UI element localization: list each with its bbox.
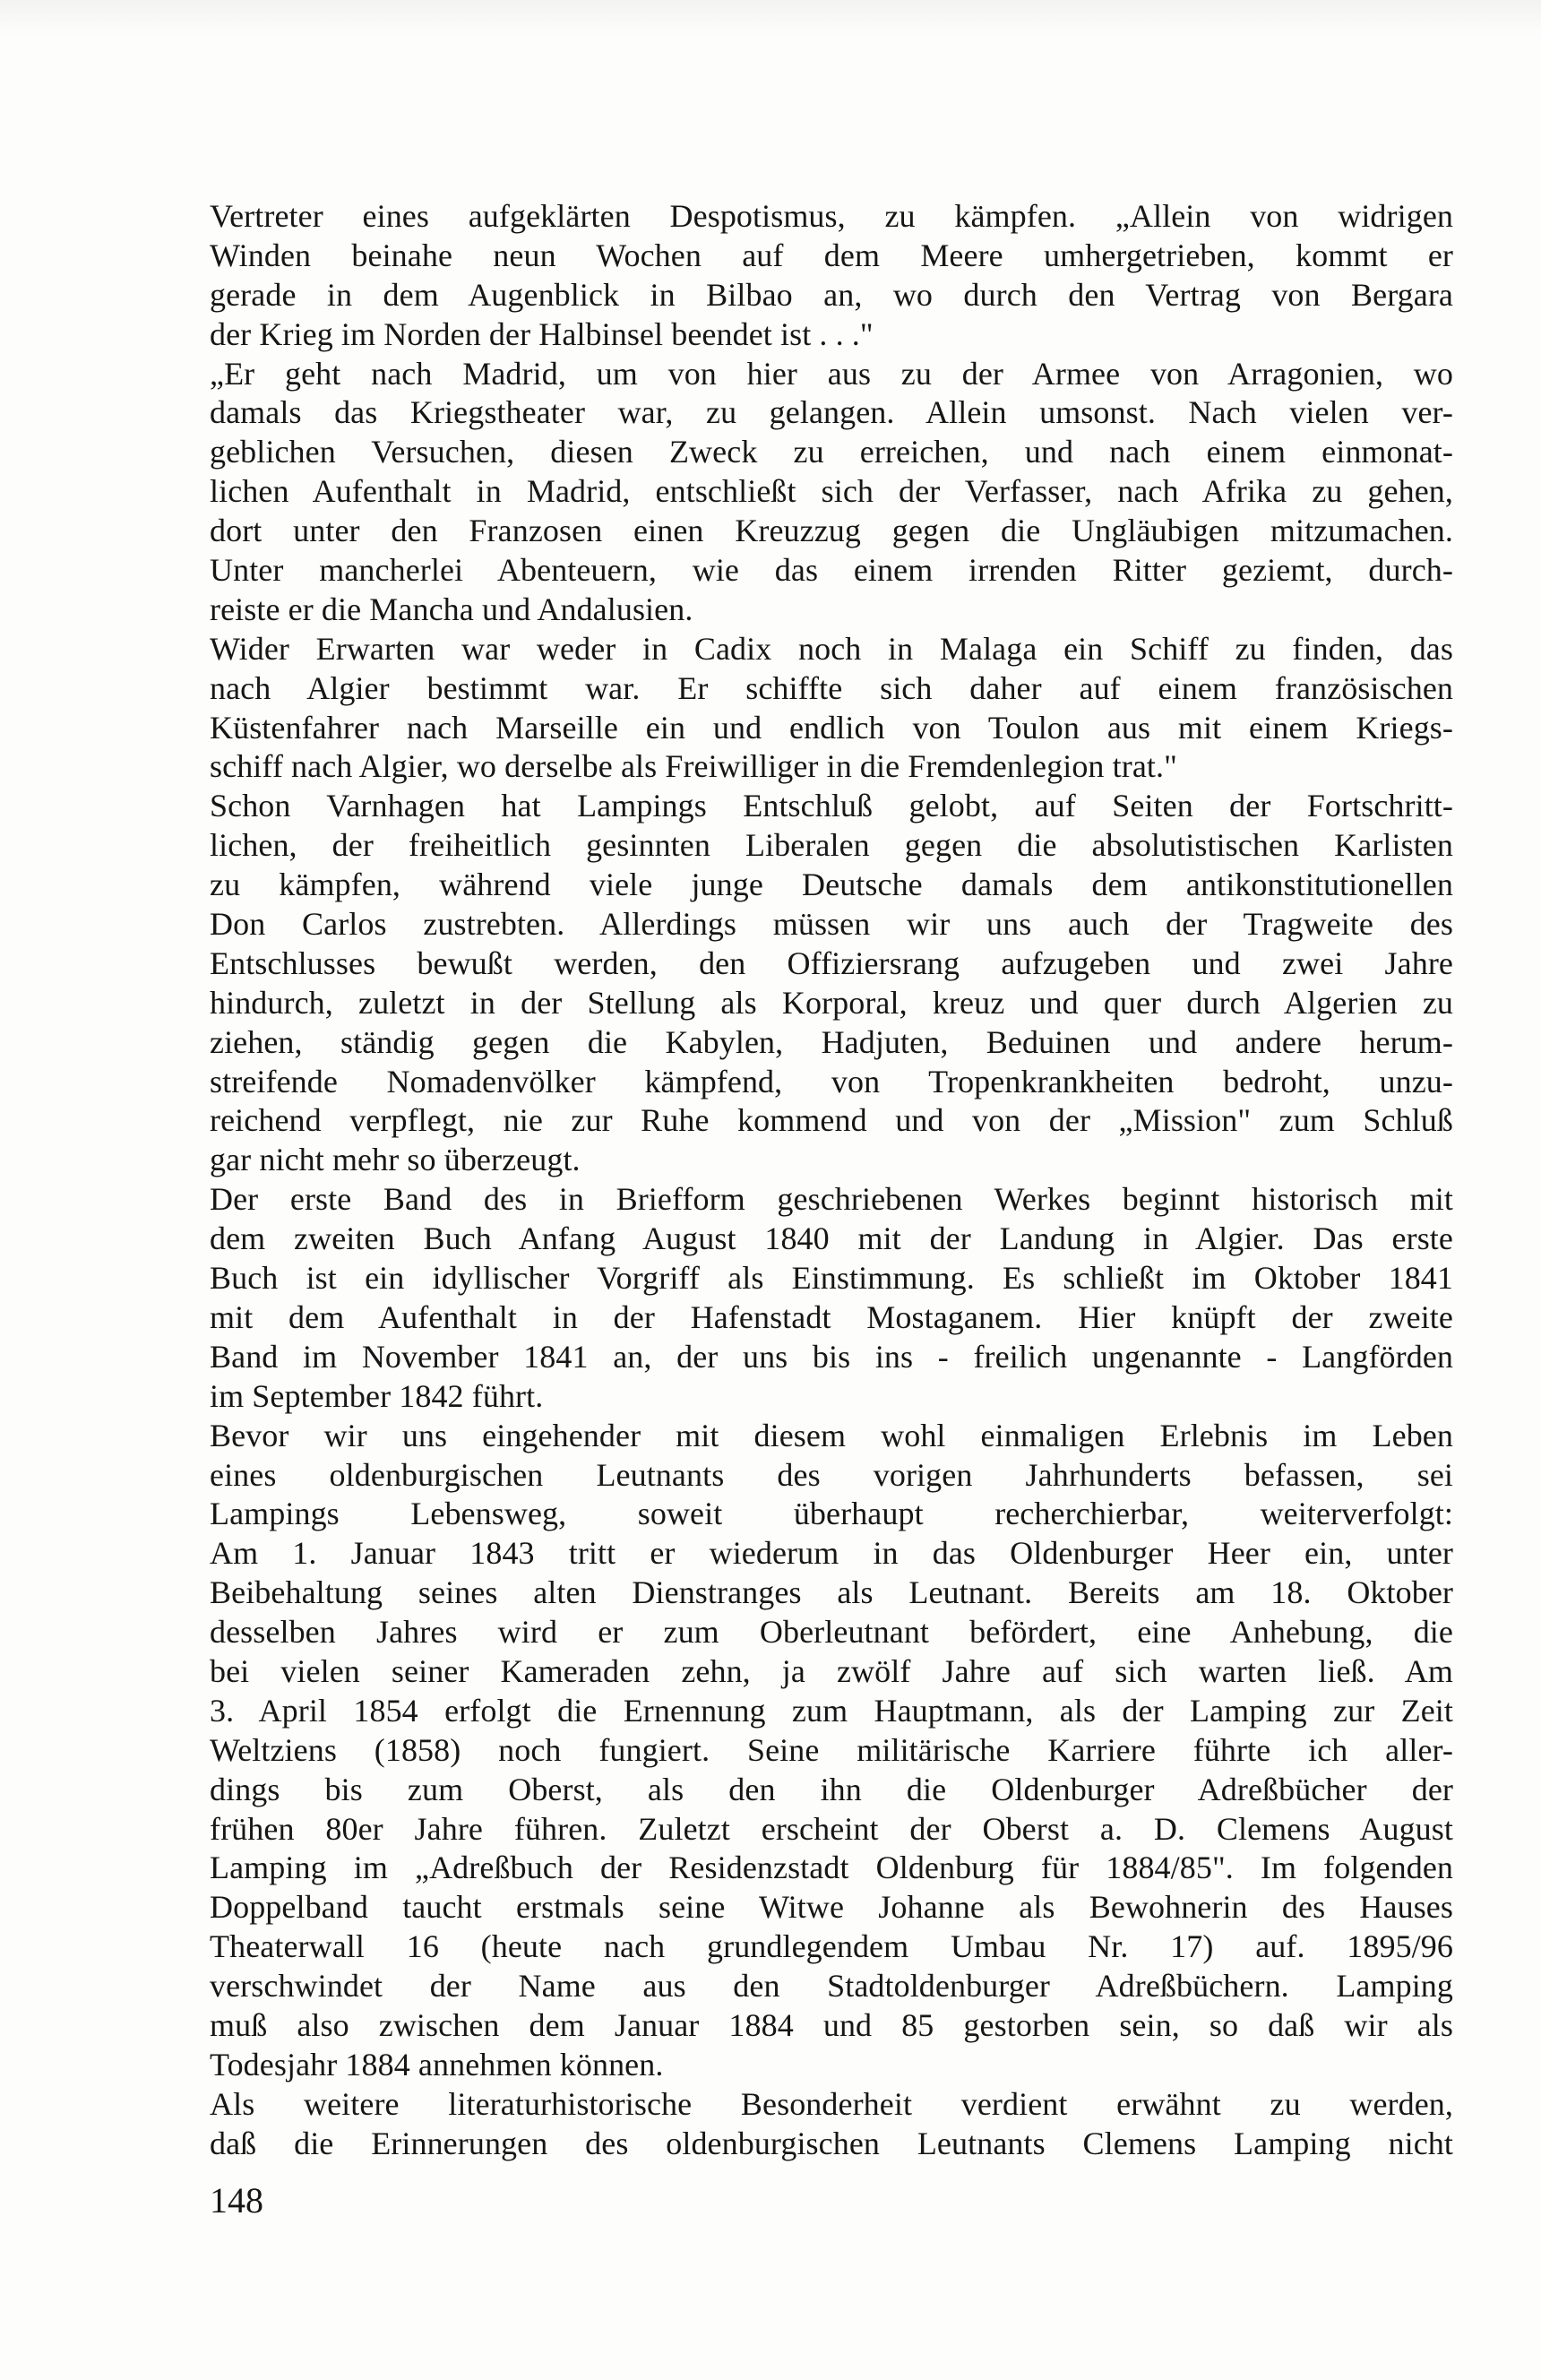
text-line: daß die Erinnerungen des oldenburgischen Leutnants Clemens Lamping nicht bbox=[210, 2125, 1453, 2161]
text-line: Der erste Band des in Briefform geschriebenen Werkes beginnt historisch mit bbox=[210, 1181, 1453, 1218]
text-line: Bevor wir uns eingehender mit diesem wohl einmaligen Erlebnis im Leben bbox=[210, 1417, 1453, 1453]
text-line: Winden beinahe neun Wochen auf dem Meere umhergetrieben, kommt er bbox=[210, 237, 1453, 273]
text-line: zu kämpfen, während viele junge Deutsche damals dem antikonstitutionellen bbox=[210, 867, 1453, 903]
text-line: geblichen Versuchen, diesen Zweck zu erreichen, und nach einem einmonat- bbox=[210, 434, 1453, 470]
text-line: Wider Erwarten war weder in Cadix noch in Malaga ein Schiff zu finden, das bbox=[210, 630, 1453, 667]
text-line: eines oldenburgischen Leutnants des vorigen Jahrhunderts befassen, sei bbox=[210, 1456, 1453, 1493]
text-line: schiff nach Algier, wo derselbe als Freiwilliger in die Fremdenlegion trat." bbox=[210, 748, 1177, 785]
text-line: Schon Varnhagen hat Lampings Entschluß gelobt, auf Seiten der Fortschritt- bbox=[210, 788, 1453, 824]
page-edge-shadow bbox=[0, 0, 1541, 36]
text-line: frühen 80er Jahre führen. Zuletzt erscheint der Oberst a. D. Clemens August bbox=[210, 1810, 1453, 1847]
text-line: damals das Kriegstheater war, zu gelangen. Allein umsonst. Nach vielen ver- bbox=[210, 394, 1453, 431]
text-line: nach Algier bestimmt war. Er schiffte sich daher auf einem französischen bbox=[210, 669, 1453, 706]
text-line: Küstenfahrer nach Marseille ein und endlich von Toulon aus mit einem Kriegs- bbox=[210, 709, 1453, 746]
text-line: Am 1. Januar 1843 tritt er wiederum in das Oldenburger Heer ein, unter bbox=[210, 1535, 1453, 1572]
text-line: Buch ist ein idyllischer Vorgriff als Einstimmung. Es schließt im Oktober 1841 bbox=[210, 1260, 1453, 1297]
text-line: Band im November 1841 an, der uns bis ins - freilich ungenannte - Langförden bbox=[210, 1338, 1453, 1375]
text-line: dort unter den Franzosen einen Kreuzzug gegen die Ungläubigen mitzumachen. bbox=[210, 513, 1453, 549]
text-line: reiste er die Mancha und Andalusien. bbox=[210, 591, 693, 627]
text-line: Beibehaltung seines alten Dienstranges als Leutnant. Bereits am 18. Oktober bbox=[210, 1574, 1453, 1611]
text-line: muß also zwischen dem Januar 1884 und 85 gestorben sein, so daß wir als bbox=[210, 2006, 1453, 2043]
text-line: Weltziens (1858) noch fungiert. Seine militärische Karriere führte ich aller- bbox=[210, 1731, 1453, 1768]
text-line: „Er geht nach Madrid, um von hier aus zu der Armee von Arragonien, wo bbox=[210, 355, 1453, 392]
text-line: gar nicht mehr so überzeugt. bbox=[210, 1142, 581, 1178]
text-line: Als weitere literaturhistorische Besonderheit verdient erwähnt zu werden, bbox=[210, 2085, 1453, 2122]
text-line: Unter mancherlei Abenteuern, wie das einem irrenden Ritter geziemt, durch- bbox=[210, 552, 1453, 589]
text-line: lichen Aufenthalt in Madrid, entschließt sich der Verfasser, nach Afrika zu gehen, bbox=[210, 473, 1453, 510]
text-line: der Krieg im Norden der Halbinsel beendet ist . . ." bbox=[210, 315, 874, 352]
text-line: dem zweiten Buch Anfang August 1840 mit der Landung in Algier. Das erste bbox=[210, 1220, 1453, 1257]
text-line: Vertreter eines aufgeklärten Despotismus, zu kämpfen. „Allein von widrigen bbox=[210, 198, 1453, 234]
page-number: 148 bbox=[210, 2180, 263, 2220]
text-line: Theaterwall 16 (heute nach grundlegendem Umbau Nr. 17) auf. 1895/96 bbox=[210, 1928, 1453, 1965]
text-line: Todesjahr 1884 annehmen können. bbox=[210, 2046, 664, 2082]
text-line: gerade in dem Augenblick in Bilbao an, wo durch den Vertrag von Bergara bbox=[210, 276, 1453, 313]
text-line: ziehen, ständig gegen die Kabylen, Hadjuten, Beduinen und andere herum- bbox=[210, 1023, 1453, 1060]
text-line: Entschlusses bewußt werden, den Offiziersrang aufzugeben und zwei Jahre bbox=[210, 944, 1453, 981]
body-text bbox=[210, 197, 1453, 2164]
text-line: hindurch, zuletzt in der Stellung als Korporal, kreuz und quer durch Algerien zu bbox=[210, 984, 1453, 1021]
text-line: reichend verpflegt, nie zur Ruhe kommend und von der „Mission" zum Schluß bbox=[210, 1102, 1453, 1139]
text-line: desselben Jahres wird er zum Oberleutnant befördert, eine Anhebung, die bbox=[210, 1614, 1453, 1651]
text-line: bei vielen seiner Kameraden zehn, ja zwölf Jahre auf sich warten ließ. Am bbox=[210, 1652, 1453, 1689]
text-line: Lamping im „Adreßbuch der Residenzstadt Oldenburg für 1884/85". Im folgenden bbox=[210, 1850, 1453, 1886]
text-line: 3. April 1854 erfolgt die Ernennung zum Hauptmann, als der Lamping zur Zeit bbox=[210, 1692, 1453, 1729]
text-line: dings bis zum Oberst, als den ihn die Oldenburger Adreßbücher der bbox=[210, 1771, 1453, 1807]
text-line: Don Carlos zustrebten. Allerdings müssen wir uns auch der Tragweite des bbox=[210, 906, 1453, 943]
text-line: mit dem Aufenthalt in der Hafenstadt Mostaganem. Hier knüpft der zweite bbox=[210, 1298, 1453, 1335]
text-line: streifende Nomadenvölker kämpfend, von Tropenkrankheiten bedroht, unzu- bbox=[210, 1063, 1453, 1099]
text-line: Doppelband taucht erstmals seine Witwe Johanne als Bewohnerin des Hauses bbox=[210, 1889, 1453, 1926]
text-line: verschwindet der Name aus den Stadtoldenburger Adreßbüchern. Lamping bbox=[210, 1968, 1453, 2005]
text-line: Lampings Lebensweg, soweit überhaupt recherchierbar, weiterverfolgt: bbox=[210, 1496, 1453, 1532]
text-line: lichen, der freiheitlich gesinnten Liberalen gegen die absolutistischen Karlisten bbox=[210, 827, 1453, 864]
text-line: im September 1842 führt. bbox=[210, 1377, 544, 1414]
